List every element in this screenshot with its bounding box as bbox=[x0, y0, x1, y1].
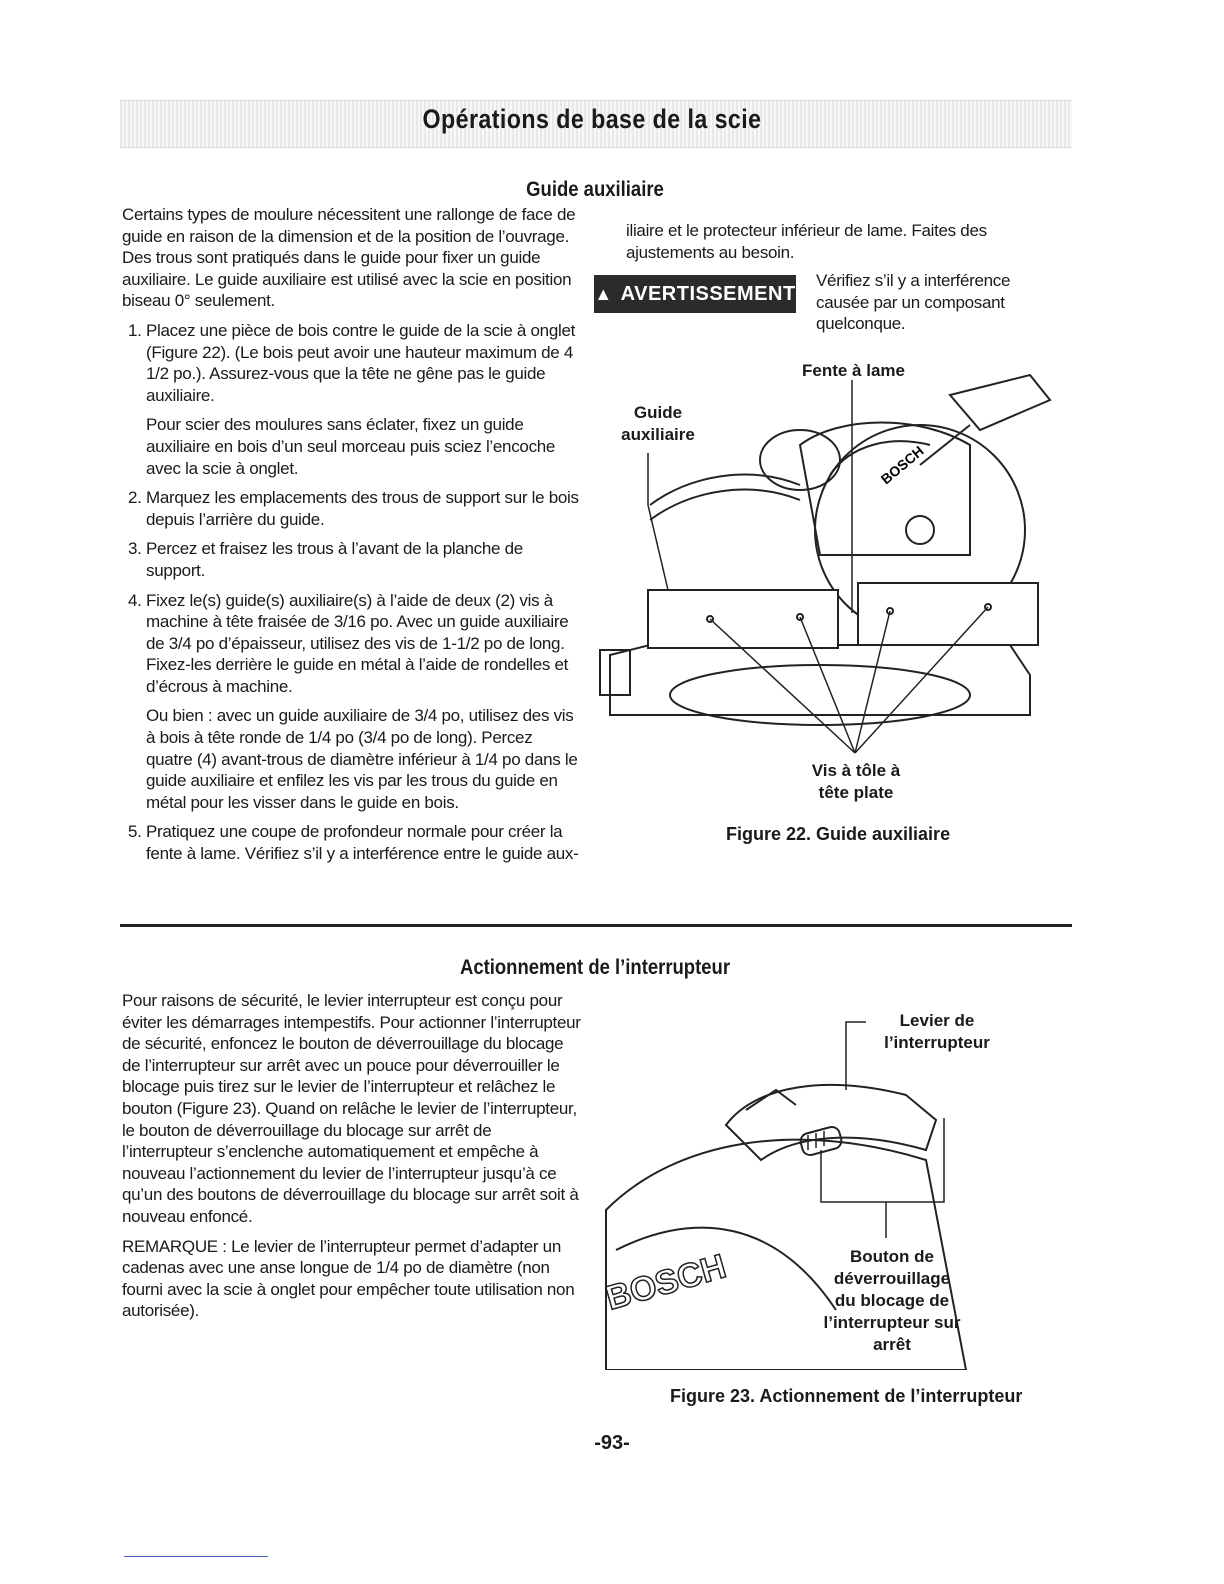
guide-step-2: 2. Marquez les emplacements des trous de support sur le bois depuis l’arrière du guide. bbox=[146, 487, 582, 530]
guide-steps bbox=[122, 320, 582, 865]
switch-text-column bbox=[122, 990, 582, 1330]
fig22-label-guide: Guide auxiliaire bbox=[621, 403, 695, 444]
fig23-caption: Figure 23. Actionnement de l’interrupteur bbox=[670, 1386, 1023, 1406]
fig22-caption: Figure 22. Guide auxiliaire bbox=[726, 824, 951, 844]
guide-step-5-continued: iliaire et le protecteur inférieur de lame. Faites des ajustements au besoin. bbox=[626, 221, 987, 262]
leader-guide bbox=[648, 453, 668, 590]
leader-lever bbox=[846, 1022, 866, 1090]
base-left-foot bbox=[600, 650, 630, 695]
guide-step-1: 1. Placez une pièce de bois contre le guide de la scie à onglet (Figure 22). (Le bois peut avoir une hauteur maximum de 4 1/2 po.). Assurez-vous que la tête ne gêne pas le guide auxiliaire. Pour scier des moulures sans éclater, fixez un guide auxiliaire en bois d’un seul morceau puis sciez l’encoche avec la scie à onglet. bbox=[146, 320, 582, 479]
fig23-brand: BOSCH bbox=[601, 1247, 731, 1318]
switch-heading: Actionnement de l’interrupteur bbox=[459, 956, 731, 979]
fig22-label-screws: Vis à tôle à tête plate bbox=[811, 761, 901, 802]
guide-step-1-note: Pour scier des moulures sans éclater, fixez un guide auxiliaire en bois d’un seul morceau puis sciez l’encoche avec la scie à onglet. bbox=[146, 415, 556, 478]
warning-triangle-icon: ▲ bbox=[594, 283, 613, 304]
fig22-brand: BOSCH bbox=[877, 442, 927, 488]
guide-step-3: 3. Percez et fraisez les trous à l’avant de la planche de support. bbox=[146, 538, 582, 581]
guide-step-4-note: Ou bien : avec un guide auxiliaire de 3/4 po, utilisez des vis à bois à tête ronde de 1/4 po (3/4 po de long). Percez quatre (4) avant-trous de diamètre inférieur à 1/4 po dans le guide auxiliaire et enfilez les vis par les trous du guide en métal pour les visser dans le guide en bois. bbox=[146, 706, 578, 812]
page-number: -93- bbox=[594, 1432, 630, 1454]
warning-badge: ▲ AVERTISSEMENT bbox=[594, 275, 796, 313]
section-title: Opérations de base de la scie bbox=[422, 104, 762, 134]
handle bbox=[950, 375, 1050, 430]
switch-para-2: REMARQUE : Le levier de l’interrupteur permet d’adapter un cadenas avec une anse longue de 1/4 po de diamètre (non fourni avec la scie à onglet pour empêcher toute utilisation non autorisée). bbox=[122, 1236, 575, 1321]
guide-step-4: 4. Fixez le(s) guide(s) auxiliaire(s) à l’aide de deux (2) vis à machine à tête fraisée de 3/16 po. Avec un guide auxiliaire de 3/4 po d’épaisseur, utilisez des vis de 1-1/2 po de long. Fixez-les derrière le guide en métal à l’aide de rondelles et d’écrous à machine. Ou bien : avec un guide auxiliaire de 3/4 po, utilisez des vis à bois à tête ronde de 1/4 po (3/4 po de long). Percez quatre (4) avant-trous de diamètre inférieur à 1/4 po dans le guide auxiliaire et enfilez les vis par les trous du guide en métal pour les visser dans le guide en bois. bbox=[146, 590, 582, 814]
guide-step-5: 5. Pratiquez une coupe de profondeur normale pour créer la fente à lame. Vérifiez s’il y a interférence entre le guide aux- bbox=[146, 821, 582, 864]
switch-para-1: Pour raisons de sécurité, le levier interrupteur est conçu pour éviter les démarrages intempestifs. Pour actionner l’interrupteur de sécurité, enfoncez le bouton de déverrouillage du blocage de l’interrupteur sur arrêt avec un pouce pour déverrouiller le blocage puis tirez sur le levier de l’interrupteur et relâchez le bouton (Figure 23). Quand on relâche le levier de l’interrupteur, le bouton de déverrouillage du blocage sur arrêt de l’interrupteur s’enclenche automatiquement et empêche à nouveau l’actionnement du levier de l’interrupteur jusqu’à ce qu’un des boutons de déverrouillage du blocage sur arrêt soit à nouveau enfoncé. bbox=[122, 991, 581, 1226]
guide-intro: Certains types de moulure nécessitent une rallonge de face de guide en raison de la dimension et de la position de l’ouvrage. Des trous sont pratiqués dans le guide pour fixer un guide auxiliaire. Le guide auxiliaire est utilisé avec la scie en position biseau 0° seulement. bbox=[122, 205, 576, 311]
padlock-tab bbox=[746, 1090, 796, 1110]
warning-text: Vérifiez s’il y a interférence causée par un composant quelconque. bbox=[816, 271, 1011, 334]
fig22-label-slot: Fente à lame bbox=[802, 361, 905, 380]
fig23-label-lever: Levier de l’interrupteur bbox=[884, 1011, 990, 1052]
section-divider bbox=[120, 924, 1072, 927]
blade-arbor bbox=[906, 516, 934, 544]
motor bbox=[760, 430, 840, 490]
guide-heading: Guide auxiliaire bbox=[526, 178, 664, 201]
guide-left-column bbox=[122, 204, 582, 873]
saw-base bbox=[610, 645, 1030, 715]
aux-fence-right bbox=[858, 583, 1038, 645]
fig23-label-button: Bouton de déverrouillage du blocage de l’interrupteur sur arrêt bbox=[823, 1247, 961, 1354]
footer-line bbox=[124, 1556, 268, 1557]
